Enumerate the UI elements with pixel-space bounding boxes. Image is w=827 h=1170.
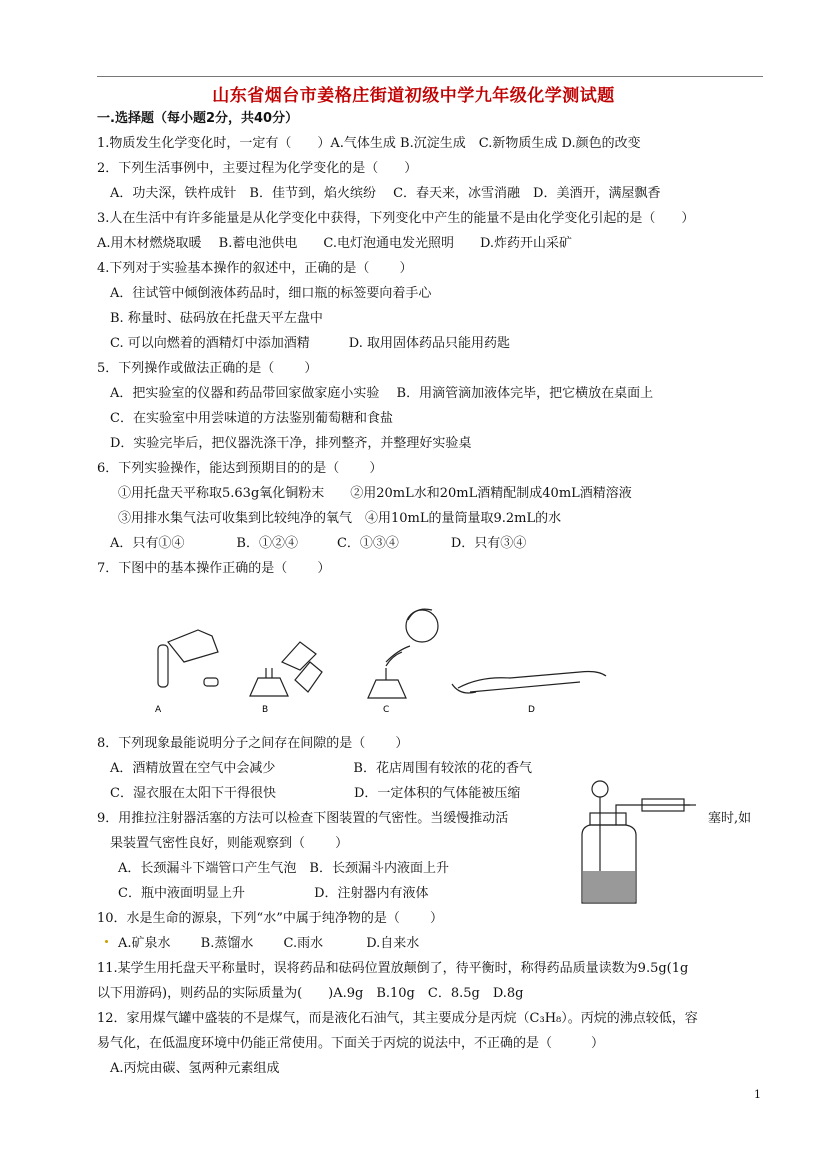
question-6: 6．下列实验操作，能达到预期目的的是（ ） [97, 461, 383, 476]
question-11: 11.某学生用托盘天平称量时，误将药品和砝码位置放颠倒了，待平衡时，称得药品质量读数为9.5g(1g [97, 961, 689, 976]
question-5-option-d: D．实验完毕后，把仪器洗涤干净，排列整齐，并整理好实验桌 [110, 436, 472, 451]
page-title: 山东省烟台市姜格庄街道初级中学九年级化学测试题 [212, 86, 615, 106]
question-5: 5．下列操作或做法正确的是（ ） [97, 361, 318, 376]
question-9: 9．用推拉注射器活塞的方法可以检查下图装置的气密性。当缓慢推动活 [97, 811, 509, 826]
question-1: 1.物质发生化学变化时，一定有（ ）A.气体生成 B.沉淀生成 C.新物质生成 D.颜色的改变 [97, 136, 641, 151]
question-4: 4.下列对于实验基本操作的叙述中，正确的是（ ） [97, 261, 413, 276]
question-4-option-a: A．往试管中倾倒液体药品时，细口瓶的标签要向着手心 [110, 286, 432, 301]
page-number: 1 [754, 1088, 761, 1101]
question-10-options: A.矿泉水 B.蒸馏水 C.雨水 D.自来水 [118, 936, 420, 951]
figure-label-a: A [155, 705, 162, 715]
question-9-line-2: 果装置气密性良好，则能观察到（ ） [110, 836, 349, 851]
question-7-figure [140, 600, 620, 720]
question-11-line-2: 以下用游码)，则药品的实际质量为( )A.9g B.10g C．8.5g D.8g [97, 986, 524, 1001]
question-12-option-a: A.丙烷由碳、氢两种元素组成 [110, 1061, 280, 1076]
question-6-options: A．只有①④ B．①②④ C．①③④ D．只有③④ [110, 536, 527, 551]
question-3-options: A.用木材燃烧取暖 B.蓄电池供电 C.电灯泡通电发光照明 D.炸药开山采矿 [97, 236, 573, 251]
question-5-option-c: C．在实验室中用尝味道的方法鉴别葡萄糖和食盐 [110, 411, 393, 426]
question-12-line-2: 易气化，在低温度环境中仍能正常使用。下面关于丙烷的说法中，不正确的是（ ） [97, 1036, 605, 1051]
question-4-option-cd: C. 可以向燃着的酒精灯中添加酒精 D. 取用固体药品只能用药匙 [110, 336, 510, 351]
question-2: 2．下列生活事例中，主要过程为化学变化的是（ ） [97, 161, 418, 176]
question-10: 10．水是生命的源泉，下列“水”中属于纯净物的是（ ） [97, 911, 443, 926]
figure-label-b: B [262, 705, 269, 715]
figure-d-test-tube [452, 672, 606, 694]
question-12: 12．家用煤气罐中盛装的不是煤气，而是液化石油气，其主要成分是丙烷（C₃H₈）。丙烷的沸点较低，容 [97, 1011, 698, 1026]
question-9-continuation: 塞时,如 [708, 811, 752, 826]
question-9-option-cd: C．瓶中液面明显上升 D．注射器内有液体 [118, 886, 429, 901]
question-4-option-b: B. 称量时、砝码放在托盘天平左盘中 [110, 311, 323, 326]
question-5-option-ab: A．把实验室的仪器和药品带回家做家庭小实验 B．用滴管滴加液体完毕，把它横放在桌面上 [110, 386, 654, 401]
question-9-option-ab: A．长颈漏斗下端管口产生气泡 B．长颈漏斗内液面上升 [118, 861, 449, 876]
figure-label-c: C [383, 705, 390, 715]
figure-a-pouring [158, 630, 218, 687]
question-3: 3.人在生活中有许多能量是从化学变化中获得，下列变化中产生的能量不是由化学变化引起的是（ ） [97, 211, 695, 226]
section-heading: 一.选择题（每小题2分，共40分） [97, 111, 299, 126]
yellow-dot-mark [105, 940, 108, 943]
question-7: 7．下图中的基本操作正确的是（ ） [97, 561, 331, 576]
figure-c-smelling [368, 609, 438, 698]
figure-b-lamp [250, 642, 322, 696]
question-8: 8．下列现象最能说明分子之间存在间隙的是（ ） [97, 736, 409, 751]
question-8-option-ab: A．酒精放置在空气中会减少 B．花店周围有较浓的花的香气 [110, 761, 532, 776]
question-2-options: A．功夫深，铁杵成针 B．佳节到，焰火缤纷 C．春天来，冰雪消融 D．美酒开，满屋飘香 [110, 186, 661, 201]
question-9-apparatus [570, 775, 700, 910]
header-rule [97, 76, 763, 77]
question-6-items-34: ③用排水集气法可收集到比较纯净的氧气 ④用10mL的量筒量取9.2mL的水 [118, 511, 562, 526]
figure-label-d: D [528, 705, 535, 715]
question-8-option-cd: C．湿衣服在太阳下干得很快 D．一定体积的气体能被压缩 [110, 786, 521, 801]
question-6-items-12: ①用托盘天平称取5.63g氧化铜粉末 ②用20mL水和20mL酒精配制成40mL酒精溶液 [118, 486, 632, 501]
